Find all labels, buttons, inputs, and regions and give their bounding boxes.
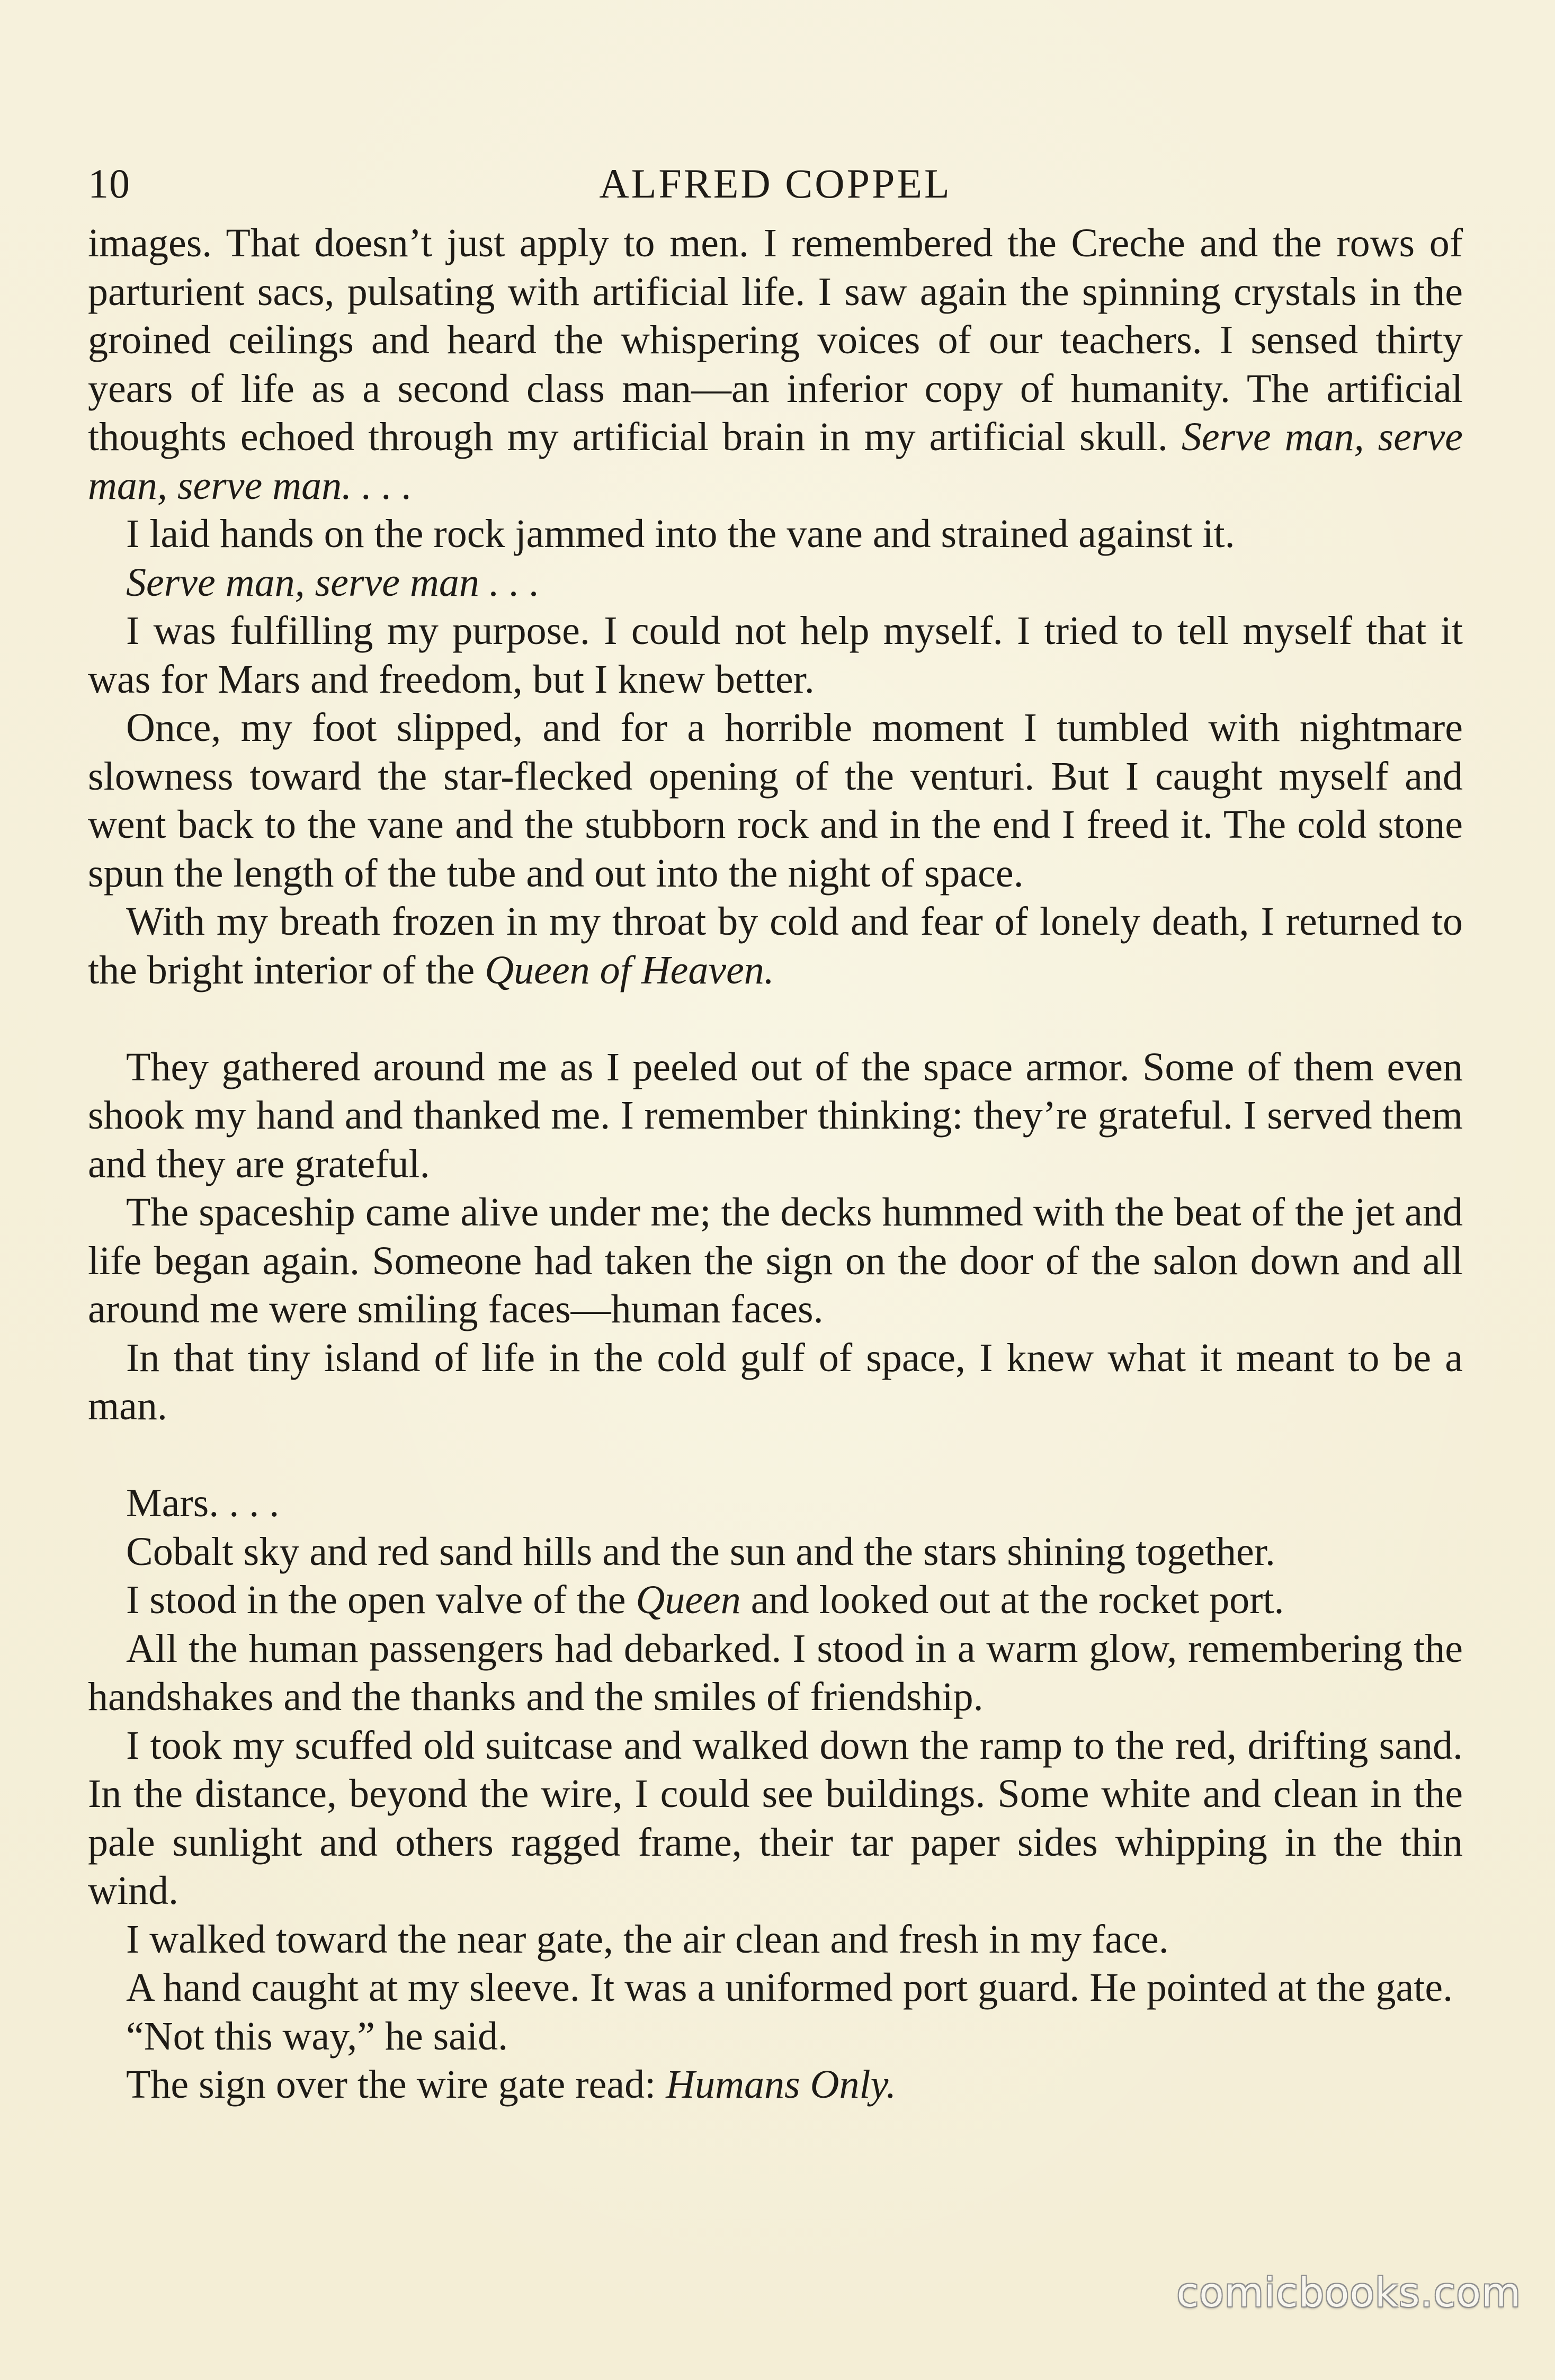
paragraph: A hand caught at my sleeve. It was a uniformed port guard. He pointed at the gate. [126,1965,1453,2010]
paragraph: I stood in the open valve of the Queen and looked out at the rocket port. [126,1578,1284,1622]
italic-text: Serve man, serve man, serve man. . . . [88,415,1463,508]
italic-text: Humans Only. [666,2062,897,2107]
paragraph: I took my scuffed old suitcase and walked down the ramp to the red, drifting sand. In the distance, beyond the wire, I could see buildings. Some white and clean in the pale sunlight and others ragged frame, their tar paper sides whipping in the thin wind. [88,1723,1463,1913]
paragraph [88,559,1463,607]
running-head: ALFRED COPPEL [599,160,952,207]
paragraph: Mars. . . . [126,1481,280,1525]
italic-text: Queen of Heaven. [485,947,774,992]
paragraph: The sign over the wire gate read: Humans Only. [126,2062,897,2107]
paragraph: images. That doesn’t just apply to men. I remembered the Creche and the rows of parturient sacs, pulsating with artificial life. I saw again the spinning crystals in the groined ceilings and heard the whispering voices of our teachers. I sensed thirty years of life as a second class man—an inferior copy of humanity. The artificial thoughts echoed through my artificial brain in my artificial skull. Serve man, serve man, serve man. . . . [88,221,1463,508]
paragraph: With my breath frozen in my throat by cold and fear of lonely death, I returned to the bright interior of the Queen of Heaven. [88,899,1463,992]
section-break [88,1431,1463,1480]
paragraph: The spaceship came alive under me; the decks hummed with the beat of the jet and life began again. Someone had taken the sign on the door of the salon down and all around me were smiling faces—human faces. [88,1190,1463,1331]
paragraph: Once, my foot slipped, and for a horrible moment I tumbled with nightmare slowness toward the star-flecked opening of the venturi. But I caught myself and went back to the vane and the stubborn rock and in the end I freed it. The cold stone spun the length of the tube and out into the night of space. [88,705,1463,896]
paragraph: In that tiny island of life in the cold gulf of space, I knew what it meant to be a man. [88,1335,1463,1428]
page-number: 10 [88,160,130,207]
paragraph: All the human passengers had debarked. I stood in a warm glow, remembering the handshakes and the thanks and the smiles of friendship. [88,1626,1463,1719]
paragraph: I was fulfilling my purpose. I could not help myself. I tried to tell myself that it was for Mars and freedom, but I knew better. [88,609,1463,702]
italic-text: Queen [636,1578,741,1622]
paragraph: “Not this way,” he said. [126,2014,508,2059]
paragraph: Cobalt sky and red sand hills and the sun and the stars shining together. [126,1529,1275,1574]
page-header [88,160,1463,218]
body-text [88,219,1463,2109]
italic-text: Serve man, serve man . . . [126,560,540,605]
paragraph: They gathered around me as I peeled out of the space armor. Some of them even shook my hand and thanked me. I remember thinking: they’re grateful. I served them and they are grateful. [88,1044,1463,1186]
watermark: comicbooks.com [1176,2269,1521,2316]
section-break [88,995,1463,1043]
paragraph: I walked toward the near gate, the air clean and fresh in my face. [126,1917,1169,1962]
paragraph: I laid hands on the rock jammed into the vane and strained against it. [126,512,1235,556]
